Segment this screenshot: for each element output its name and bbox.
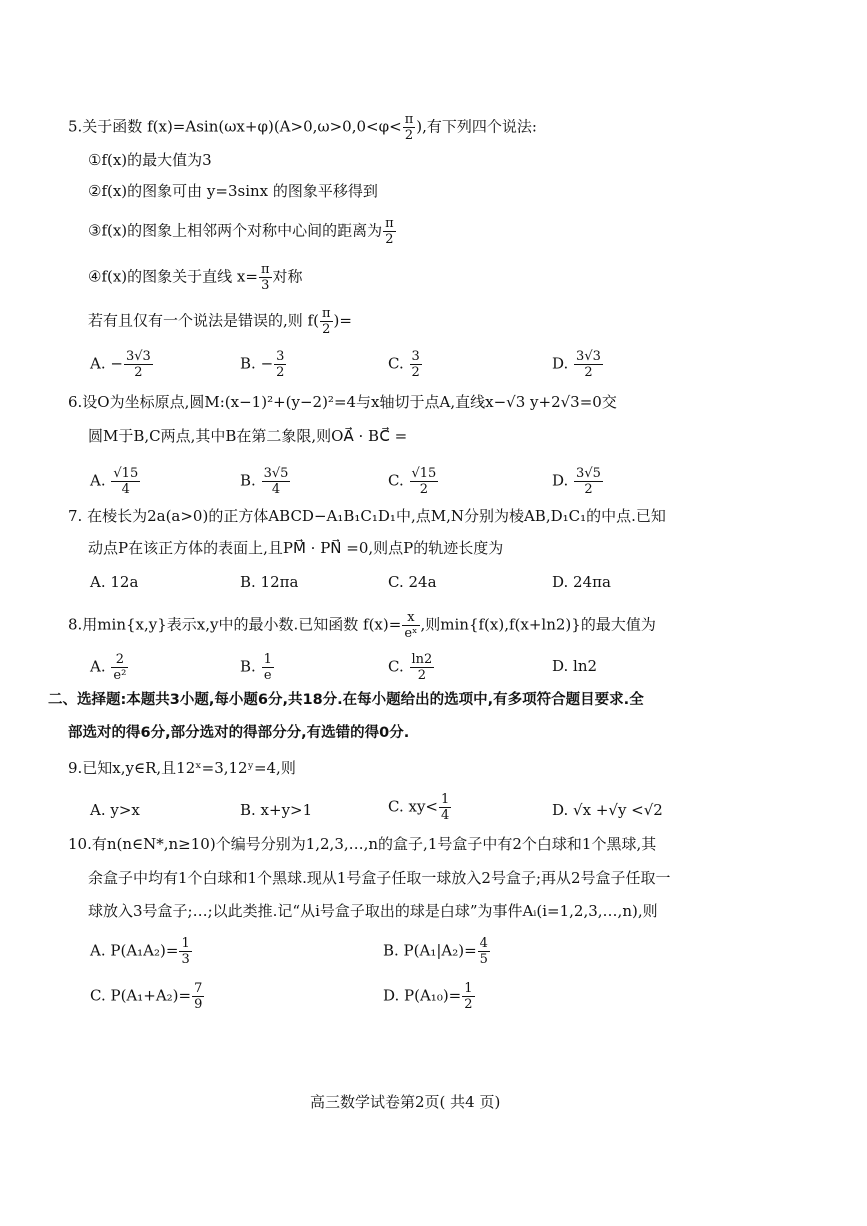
q5-s3-fraction: $\frac{\pi}{2}$ [385, 216, 394, 247]
q5-statement-2: ②f(x)的图象可由 y=3sinx 的图象平移得到 [88, 182, 378, 200]
q6-stem-line-1: 6.设O为坐标原点,圆M:(x−1)²+(y−2)²=4与x轴切于点A,直线x−√3 y+2√3=0交 [68, 393, 617, 411]
q5-stem [68, 112, 537, 143]
q10-stem-line-3: 球放入3号盒子;…;以此类推.记“从i号盒子取出的球是白球”为事件Aᵢ(i=1,2,3,…,n),则 [88, 902, 658, 920]
q5-option-c: C. $\frac{3}{2}$ [388, 349, 420, 380]
q9-option-c: C. xy< $\frac{1}{4}$ [388, 792, 450, 823]
q6-stem-line-2: 圆M于B,C两点,其中B在第二象限,则OA⃗ · BC⃗ = [88, 427, 408, 445]
q5-stem-fraction: $\frac{\pi}{2}$ [404, 112, 414, 143]
q9-option-a: A. y>x [90, 801, 140, 819]
q9-option-d: D. √x +√y <√2 [552, 801, 663, 819]
q10-stem-line-2: 余盒子中均有1个白球和1个黑球.现从1号盒子任取一球放入2号盒子;再从2号盒子任取一 [88, 869, 671, 887]
q5-question: 若有且仅有一个说法是错误的,则 f( $\frac{\pi}{2}$ )= [88, 306, 352, 337]
section-2-instructions-line-2: 部选对的得6分,部分选对的得部分分,有选错的得0分. [68, 725, 410, 741]
q5-statement-3: ③f(x)的图象上相邻两个对称中心间的距离为 $\frac{\pi}{2}$ [88, 216, 394, 247]
q7-option-a: A. 12a [90, 573, 139, 591]
section-2-instructions-line-1: 二、选择题:本题共3小题,每小题6分,共18分.在每小题给出的选项中,有多项符合题目要求.全 [48, 692, 644, 708]
q10-option-c: C. P(A₁+A₂)= $\frac{7}{9}$ [90, 981, 203, 1012]
q8-option-c: C. $\frac{\ln 2}{2}$ [388, 652, 433, 683]
q9-stem: 9.已知x,y∈R,且12ˣ=3,12ʸ=4,则 [68, 759, 296, 777]
q5-option-d: D. $\frac{3√3}{2}$ [552, 349, 601, 380]
q7-stem-line-1: 7. 在棱长为2a(a>0)的正方体ABCD−A₁B₁C₁D₁中,点M,N分别为棱AB,D₁C₁的中点.已知 [68, 507, 666, 525]
q10-option-d: D. P(A₁₀)= $\frac{1}{2}$ [383, 981, 473, 1012]
q5-stem-text-a: 5.关于函数 f(x)=Asin(ωx+φ)(A>0,ω>0,0<φ< [68, 117, 402, 136]
q8-function-fraction: $\frac{x}{\text{eˣ}}$ [404, 610, 418, 641]
q7-stem-line-2: 动点P在该正方体的表面上,且PM⃗ · PN⃗ =0,则点P的轨迹长度为 [88, 539, 504, 557]
q5-s4-fraction: $\frac{\pi}{3}$ [260, 262, 270, 293]
q6-option-c: C. $\frac{√15}{2}$ [388, 466, 437, 497]
q7-option-c: C. 24a [388, 573, 437, 591]
q7-option-b: B. 12πa [240, 573, 299, 591]
q5-stem-text-b: ),有下列四个说法: [416, 117, 537, 136]
q6-option-b: B. $\frac{3√5}{4}$ [240, 466, 289, 497]
page-footer: 高三数学试卷第2页( 共4 页) [310, 1093, 501, 1111]
q5-option-a: A. − $\frac{3√3}{2}$ [90, 349, 151, 380]
q5-ask-fraction: $\frac{\pi}{2}$ [321, 306, 331, 337]
q5-statement-4: ④f(x)的图象关于直线 x= $\frac{\pi}{3}$ 对称 [88, 262, 303, 293]
q9-option-b: B. x+y>1 [240, 801, 313, 819]
q8-stem: 8.用min{x,y}表示x,y中的最小数.已知函数 f(x)= $\frac{x}{\text{eˣ}}$ ,则min{f(x),f(x+ln2)}的最大值为 [68, 610, 656, 641]
q5-statement-1: ①f(x)的最大值为3 [88, 151, 212, 169]
q6-option-a: A. $\frac{√15}{4}$ [90, 466, 139, 497]
q10-option-a: A. P(A₁A₂)= $\frac{1}{3}$ [90, 936, 190, 967]
q8-option-b: B. $\frac{1}{e}$ [240, 652, 272, 683]
q6-option-d: D. $\frac{3√5}{2}$ [552, 466, 601, 497]
q10-option-b: B. P(A₁|A₂)= $\frac{4}{5}$ [383, 936, 488, 967]
q7-option-d: D. 24πa [552, 573, 611, 591]
q10-stem-line-1: 10.有n(n∈N*,n≥10)个编号分别为1,2,3,…,n的盒子,1号盒子中有2个白球和1个黑球,其 [68, 835, 657, 853]
q5-option-b: B. − $\frac{3}{2}$ [240, 349, 285, 380]
q8-option-a: A. $\frac{2}{\text{e²}}$ [90, 652, 127, 683]
q8-option-d: D. ln2 [552, 657, 598, 675]
